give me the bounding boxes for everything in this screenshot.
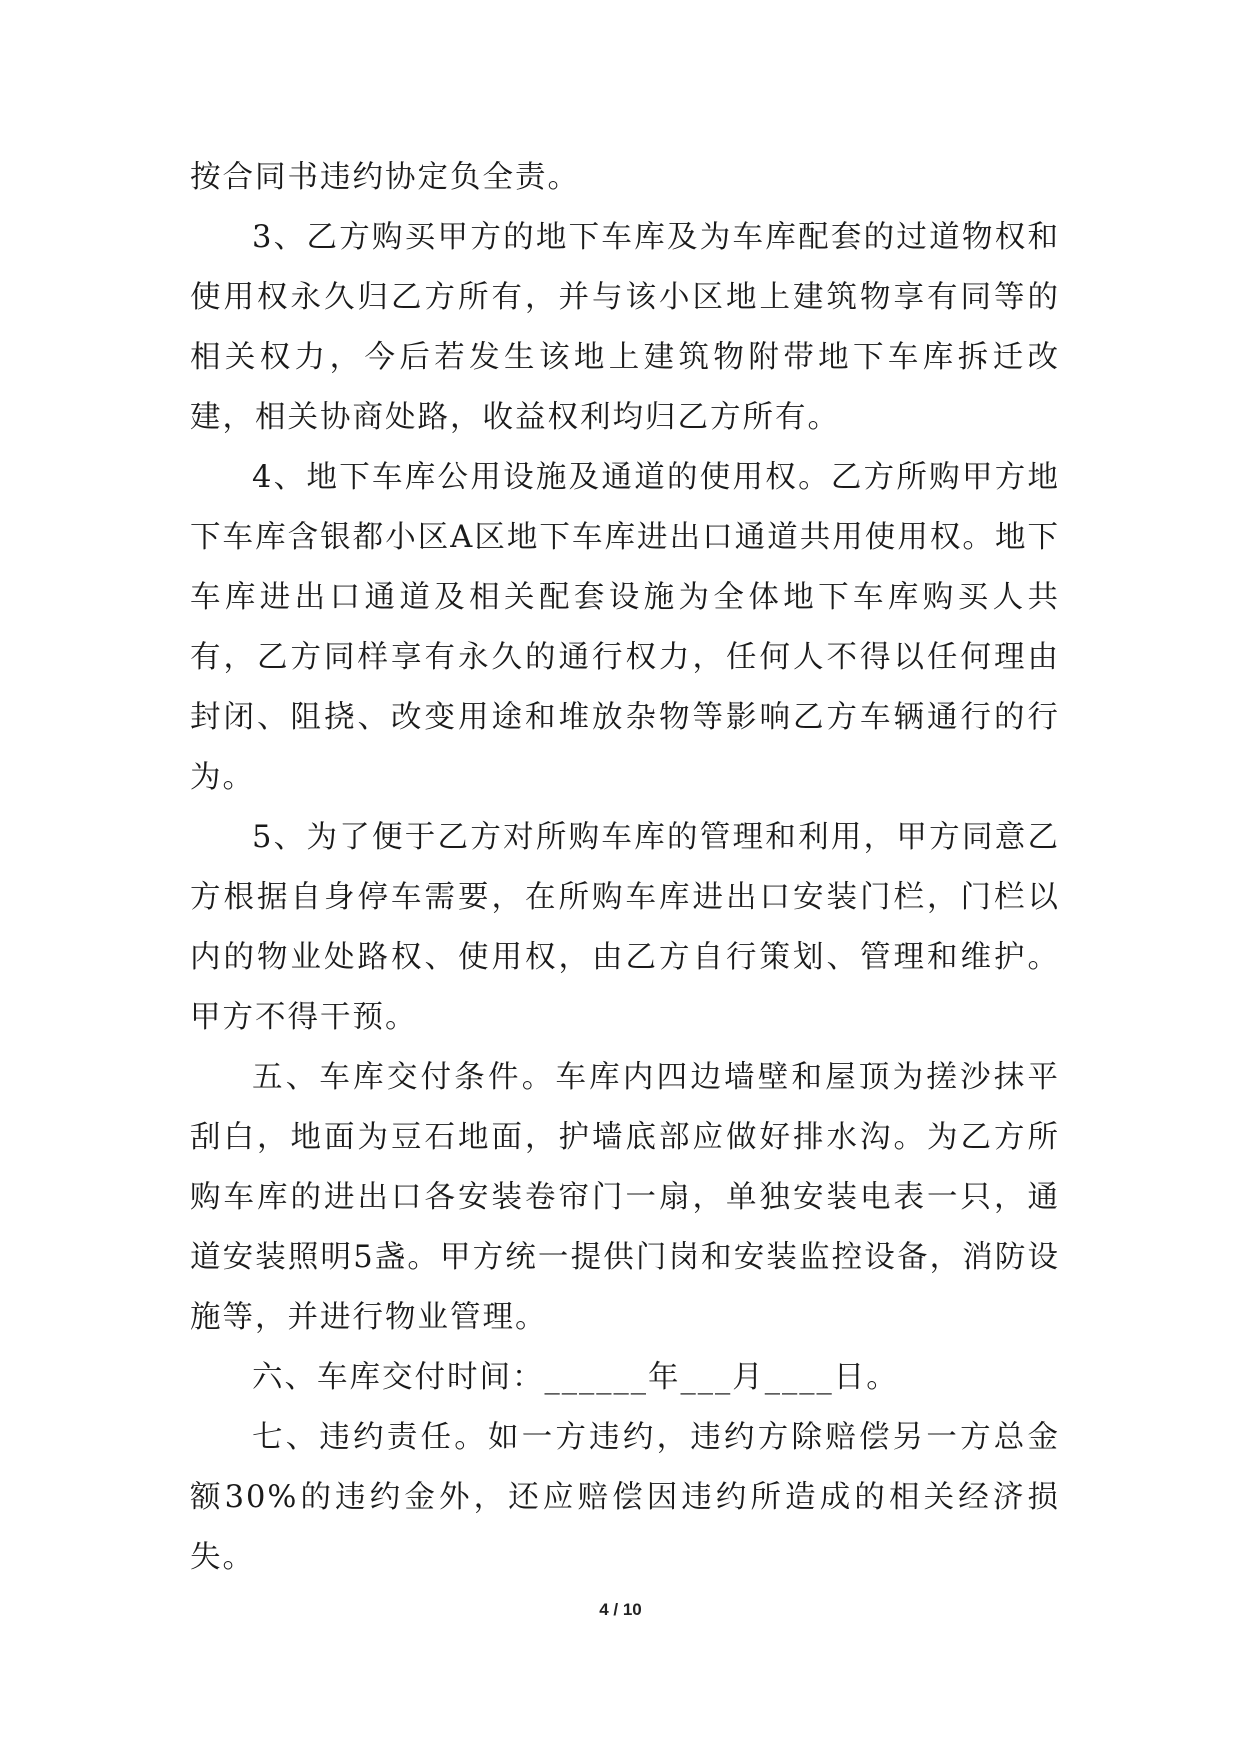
body-text [190, 148, 1060, 1588]
paragraph-section-5-delivery-conditions: 五、车库交付条件。车库内四边墙壁和屋顶为搓沙抹平刮白，地面为豆石地面，护墙底部应做好排水沟。为乙方所购车库的进出口各安装卷帘门一扇，单独安装电表一只，通道安装照明5盏。甲方统一提供门岗和安装监控设备，消防设施等，并进行物业管理。 [190, 1060, 1060, 1335]
paragraph-section-6-delivery-time: 六、车库交付时间：______年___月____日。 [252, 1360, 899, 1395]
page-number: 4 / 10 [599, 1600, 642, 1619]
paragraph-clause-4: 4、地下车库公用设施及通道的使用权。乙方所购甲方地下车库含银都小区A区地下车库进出口通道共用使用权。地下车库进出口通道及相关配套设施为全体地下车库购买人共有，乙方同样享有永久的通行权力，任何人不得以任何理由封闭、阻挠、改变用途和堆放杂物等影响乙方车辆通行的行为。 [190, 460, 1060, 795]
paragraph-continuation: 按合同书违约协定负全责。 [190, 160, 580, 195]
paragraph-clause-3: 3、乙方购买甲方的地下车库及为车库配套的过道物权和使用权永久归乙方所有，并与该小区地上建筑物享有同等的相关权力，今后若发生该地上建筑物附带地下车库拆迁改建，相关协商处路，收益权利均归乙方所有。 [190, 220, 1060, 435]
paragraph-clause-5: 5、为了便于乙方对所购车库的管理和利用，甲方同意乙方根据自身停车需要，在所购车库进出口安装门栏，门栏以内的物业处路权、使用权，由乙方自行策划、管理和维护。甲方不得干预。 [190, 820, 1060, 1035]
paragraph-section-7-liability: 七、违约责任。如一方违约，违约方除赔偿另一方总金额30%的违约金外，还应赔偿因违约所造成的相关经济损失。 [190, 1420, 1060, 1575]
